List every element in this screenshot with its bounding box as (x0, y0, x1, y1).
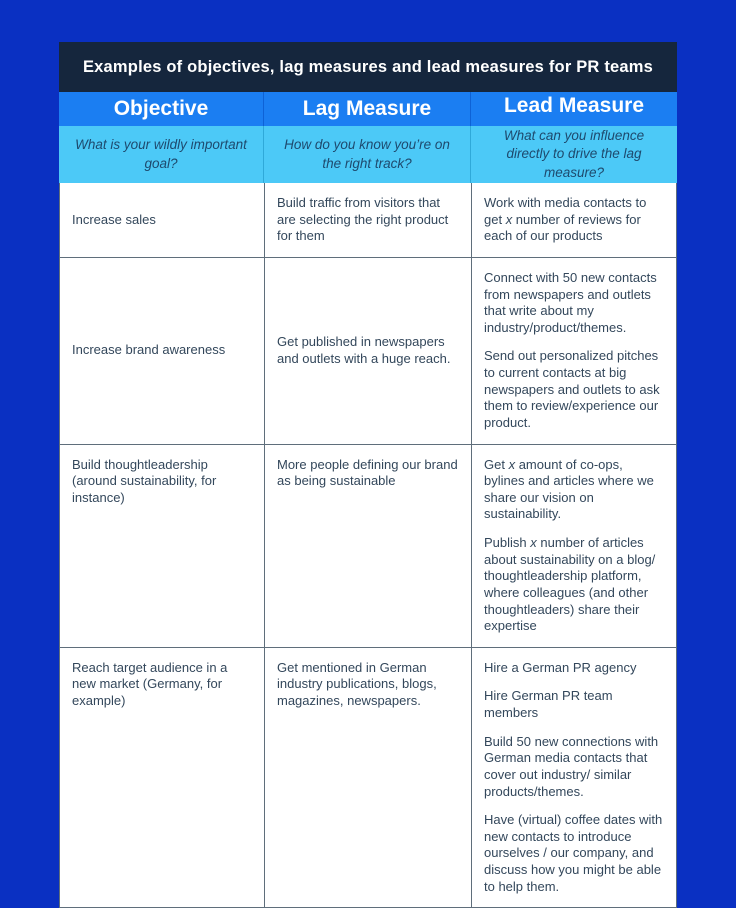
cell-paragraph: Get x amount of co-ops, bylines and articles where we share our vision on sustainability. (484, 456, 654, 522)
column-header-lag-measure: Lag Measure (263, 92, 470, 126)
cell-paragraph: Publish x number of articles about sustainability on a blog/ thoughtleadership platform, where colleagues (and other thoughtleaders) share their expertise (484, 535, 656, 634)
objective-cell (60, 445, 264, 647)
objective-cell (60, 648, 264, 908)
table-row (60, 647, 676, 908)
cell-paragraph: Increase sales (72, 211, 156, 227)
cell-paragraph: Get published in newspapers and outlets with a huge reach. (277, 334, 451, 366)
subheader-objective-question: What is your wildly important goal? (75, 137, 247, 171)
lag-measure-cell (264, 445, 471, 647)
cell-paragraph: More people defining our brand as being sustainable (277, 456, 458, 489)
column-subheader-row (59, 126, 677, 183)
cell-paragraph: Build thoughtleadership (around sustainability, for instance) (72, 456, 217, 505)
table-row (60, 183, 676, 257)
table-row (60, 444, 676, 647)
lead-measure-cell (471, 648, 676, 908)
lag-measure-cell (264, 183, 471, 257)
lead-measure-cell (471, 445, 676, 647)
column-header-row (59, 92, 677, 126)
cell-paragraph: Reach target audience in a new market (Germany, for example) (72, 659, 228, 708)
pr-measures-table (59, 42, 677, 908)
cell-paragraph: Send out personalized pitches to current contacts at big newspapers and outlets to ask them to review/experience our product. (484, 348, 660, 430)
cell-paragraph: Build 50 new connections with German media contacts that cover out industry/ similar products/themes. (484, 733, 659, 799)
subheader-lag-measure-question: How do you know you’re on the right track? (263, 126, 470, 183)
lag-measure-cell (264, 648, 471, 908)
cell-paragraph: Have (virtual) coffee dates with new contacts to introduce ourselves / our company, and discuss how you might be able to help them. (484, 812, 663, 894)
column-header-objective: Objective (113, 97, 209, 120)
cell-paragraph: Hire German PR team members (484, 688, 613, 720)
subheader-lead-measure-question: What can you influence directly to drive the lag measure? (470, 126, 677, 183)
lag-measure-cell (264, 258, 471, 444)
cell-paragraph: Work with media contacts to get x number of reviews for each of our products (484, 195, 647, 244)
objective-cell (60, 183, 264, 257)
table-row (60, 257, 676, 444)
objective-cell (60, 258, 264, 444)
table-body (59, 183, 677, 908)
column-header-lead-measure: Lead Measure (470, 92, 677, 126)
cell-paragraph: Build traffic from visitors that are selecting the right product for them (277, 195, 449, 244)
cell-paragraph: Increase brand awareness (72, 342, 226, 358)
cell-paragraph: Connect with 50 new contacts from newspapers and outlets that write about my industry/product/themes. (484, 269, 657, 335)
cell-paragraph: Hire a German PR agency (484, 659, 637, 675)
lead-measure-cell (471, 183, 676, 257)
cell-paragraph: Get mentioned in German industry publications, blogs, magazines, newspapers. (277, 659, 437, 708)
table-title: Examples of objectives, lag measures and lead measures for PR teams (59, 42, 677, 92)
lead-measure-cell (471, 258, 676, 444)
